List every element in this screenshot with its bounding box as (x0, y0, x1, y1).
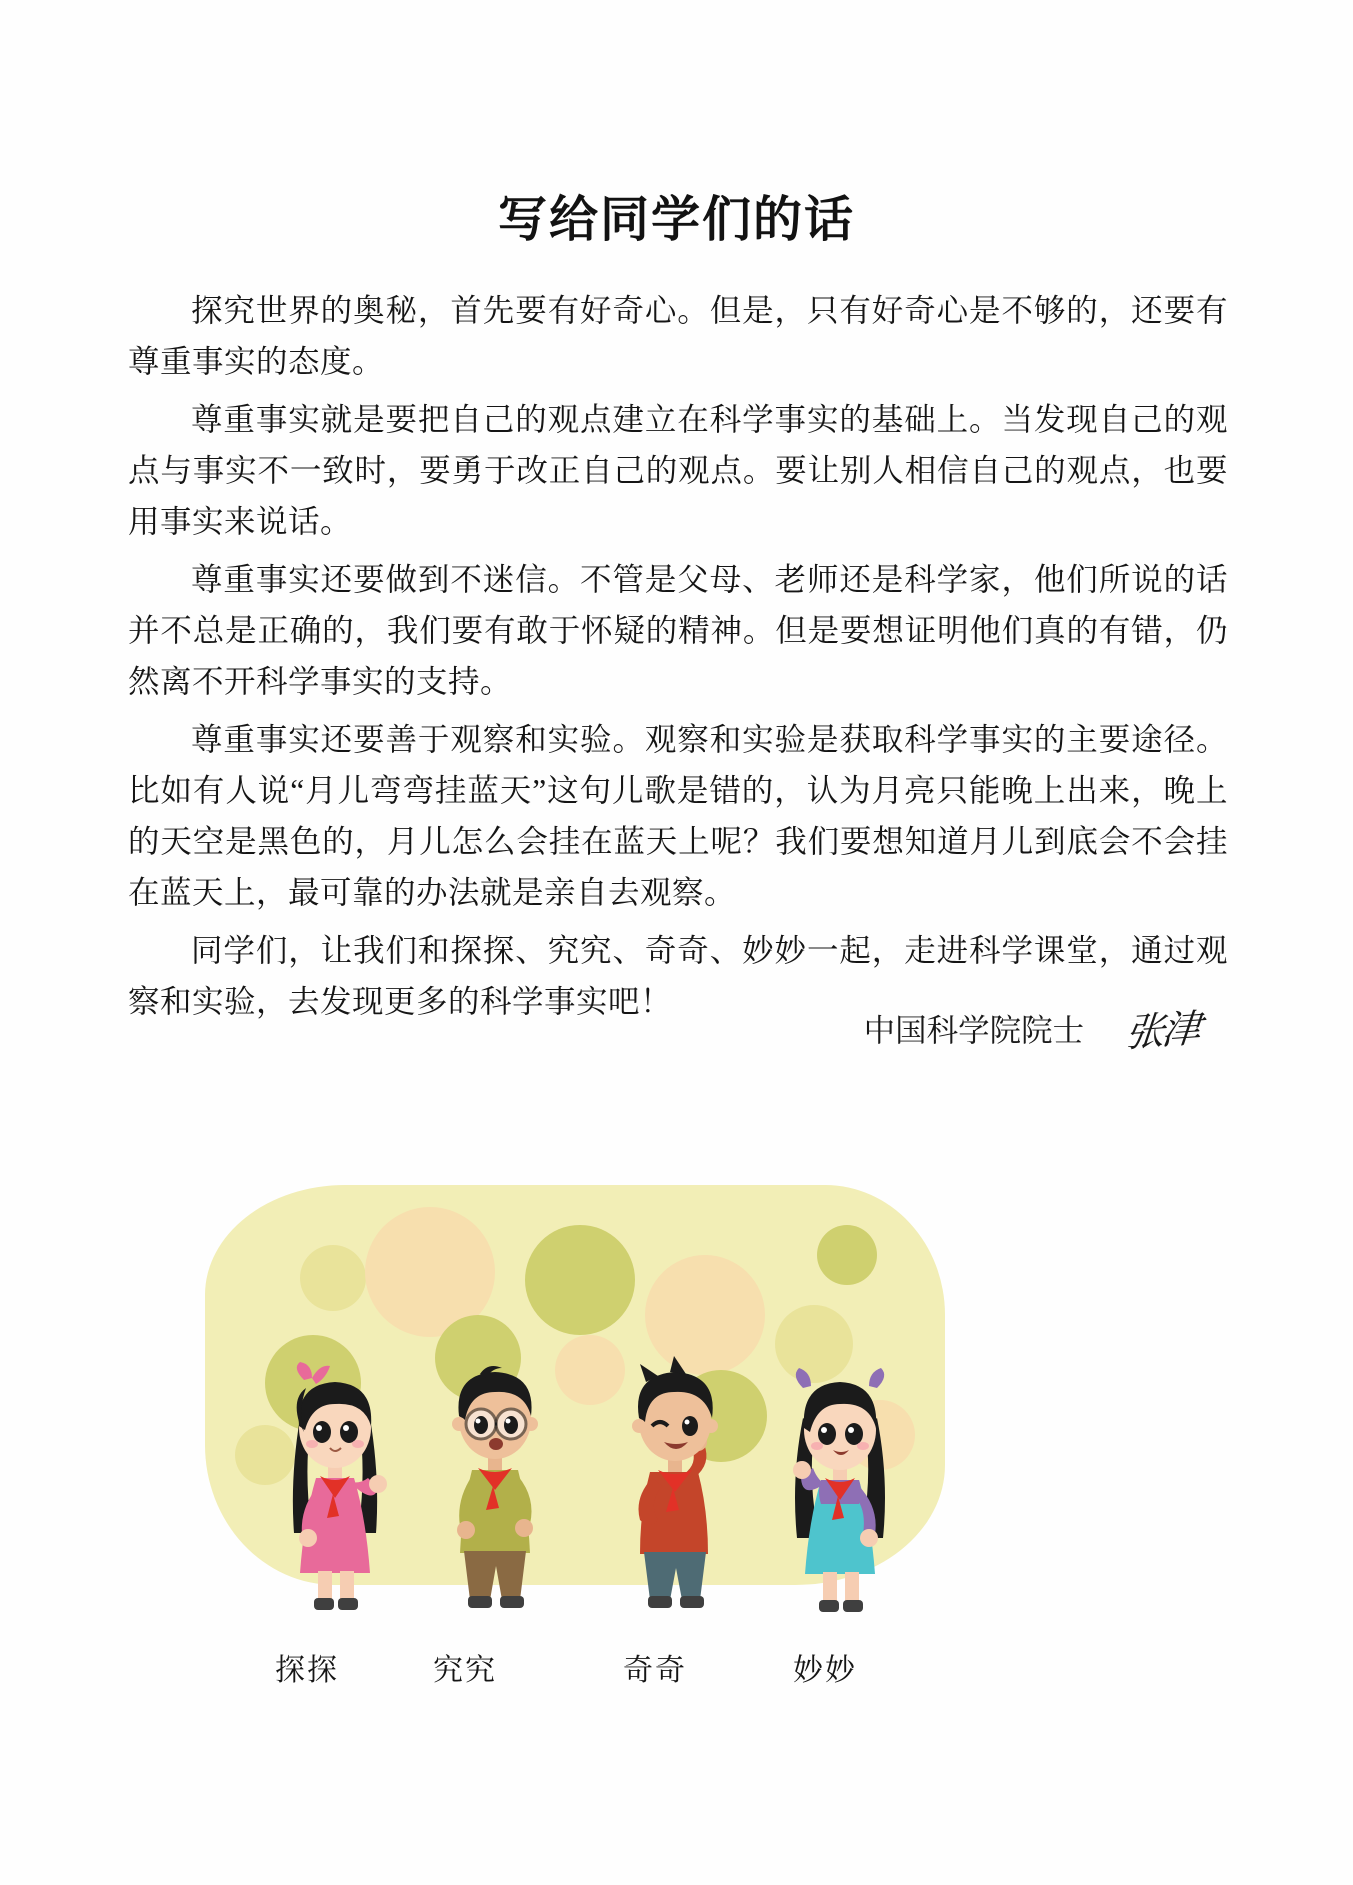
page-title: 写给同学们的话 (497, 190, 855, 248)
character-name: 奇奇 (623, 1654, 687, 1687)
illustration (205, 1185, 945, 1640)
signature-name: 张津 (1123, 1006, 1200, 1057)
decorative-circle (300, 1245, 366, 1311)
character-qiqi (600, 1348, 750, 1618)
character-tantan (260, 1358, 410, 1618)
character-name: 探探 (275, 1654, 339, 1687)
signature-row (0, 1000, 1353, 1056)
decorative-circle (817, 1225, 877, 1285)
character-miaomiao (765, 1358, 915, 1618)
paragraph-2: 尊重事实就是要把自己的观点建立在科学事实的基础上。当发现自己的观点与事实不一致时，要勇于改正自己的观点。要让别人相信自己的观点，也要用事实来说话。 (128, 402, 1228, 539)
character-name: 究究 (433, 1654, 497, 1687)
paragraph-5: 同学们，让我们和探探、究究、奇奇、妙妙一起，走进科学课堂，通过观察和实验，去发现更多的科学事实吧！ (128, 933, 1228, 1019)
body-text (128, 285, 1228, 1034)
signature-label: 中国科学院院士 (863, 1012, 1085, 1048)
paragraph-4: 尊重事实还要善于观察和实验。观察和实验是获取科学事实的主要途径。比如有人说“月儿弯弯挂蓝天”这句儿歌是错的，认为月亮只能晚上出来，晚上的天空是黑色的，月儿怎么会挂在蓝天上呢？我们要想知道月儿到底会不会挂在蓝天上，最可靠的办法就是亲自去观察。 (128, 722, 1228, 910)
character-name-row (205, 1645, 945, 1685)
decorative-circle (525, 1225, 635, 1335)
character-name: 妙妙 (793, 1654, 857, 1687)
paragraph-1: 探究世界的奥秘，首先要有好奇心。但是，只有好奇心是不够的，还要有尊重事实的态度。 (128, 293, 1228, 379)
paragraph-3: 尊重事实还要做到不迷信。不管是父母、老师还是科学家，他们所说的话并不总是正确的，我们要有敢于怀疑的精神。但是要想证明他们真的有错，仍然离不开科学事实的支持。 (128, 562, 1228, 699)
character-jiujiu (420, 1348, 570, 1618)
